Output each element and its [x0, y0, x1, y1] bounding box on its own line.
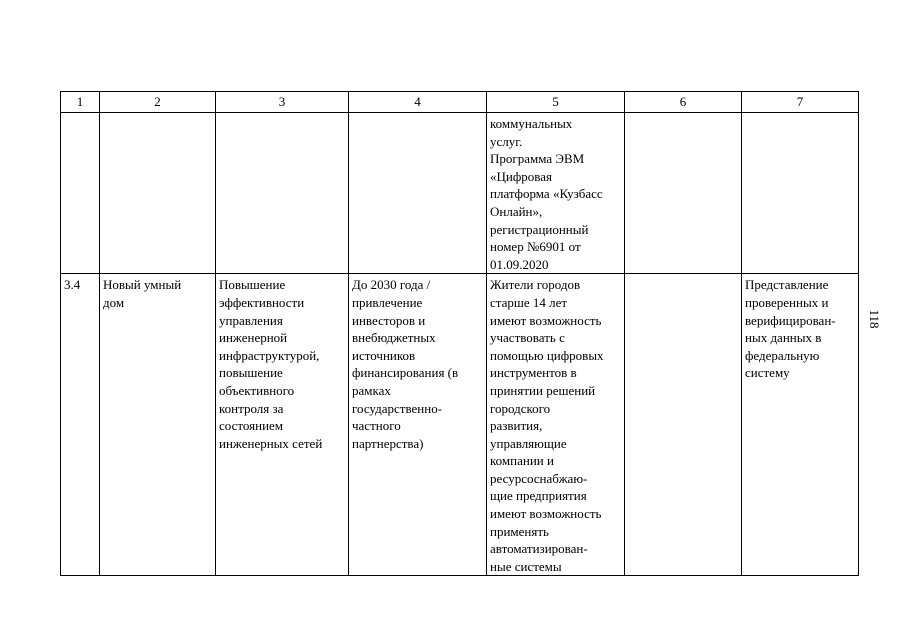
- header-row: [61, 92, 859, 113]
- header-cell: 2: [100, 92, 216, 113]
- table-cell: коммунальных услуг. Программа ЭВМ «Цифровая платформа «Кузбасс Онлайн», регистрационный номер №6901 от 01.09.2020: [487, 113, 625, 274]
- header-cell: 5: [487, 92, 625, 113]
- table-cell: [100, 113, 216, 274]
- header-cell: 7: [742, 92, 859, 113]
- table-cell: Повышение эффективности управления инженерной инфраструктурой, повышение объективного контроля за состоянием инженерных сетей: [216, 274, 349, 576]
- header-cell: 4: [349, 92, 487, 113]
- table-cell: [625, 274, 742, 576]
- table-cell: 3.4: [61, 274, 100, 576]
- table-row: [61, 274, 859, 576]
- header-cell: 3: [216, 92, 349, 113]
- table-cell: [625, 113, 742, 274]
- table-cell: [349, 113, 487, 274]
- table-row: [61, 113, 859, 274]
- document-table: [60, 91, 859, 576]
- table-cell: До 2030 года / привлечение инвесторов и внебюджетных источников финансирования (в рамках государственно- частного партнерства): [349, 274, 487, 576]
- table-cell: Жители городов старше 14 лет имеют возможность участвовать с помощью цифровых инструментов в принятии решений городского развития, управляющие компании и ресурсоснабжаю- щие предприятия имеют возможность применять автоматизирован- ные системы: [487, 274, 625, 576]
- header-cell: 6: [625, 92, 742, 113]
- header-cell: 1: [61, 92, 100, 113]
- table-cell: Представление проверенных и верифицирован- ных данных в федеральную систему: [742, 274, 859, 576]
- table-cell: [742, 113, 859, 274]
- table-cell: Новый умный дом: [100, 274, 216, 576]
- page-number: 118: [867, 309, 882, 329]
- table-cell: [216, 113, 349, 274]
- table-cell: [61, 113, 100, 274]
